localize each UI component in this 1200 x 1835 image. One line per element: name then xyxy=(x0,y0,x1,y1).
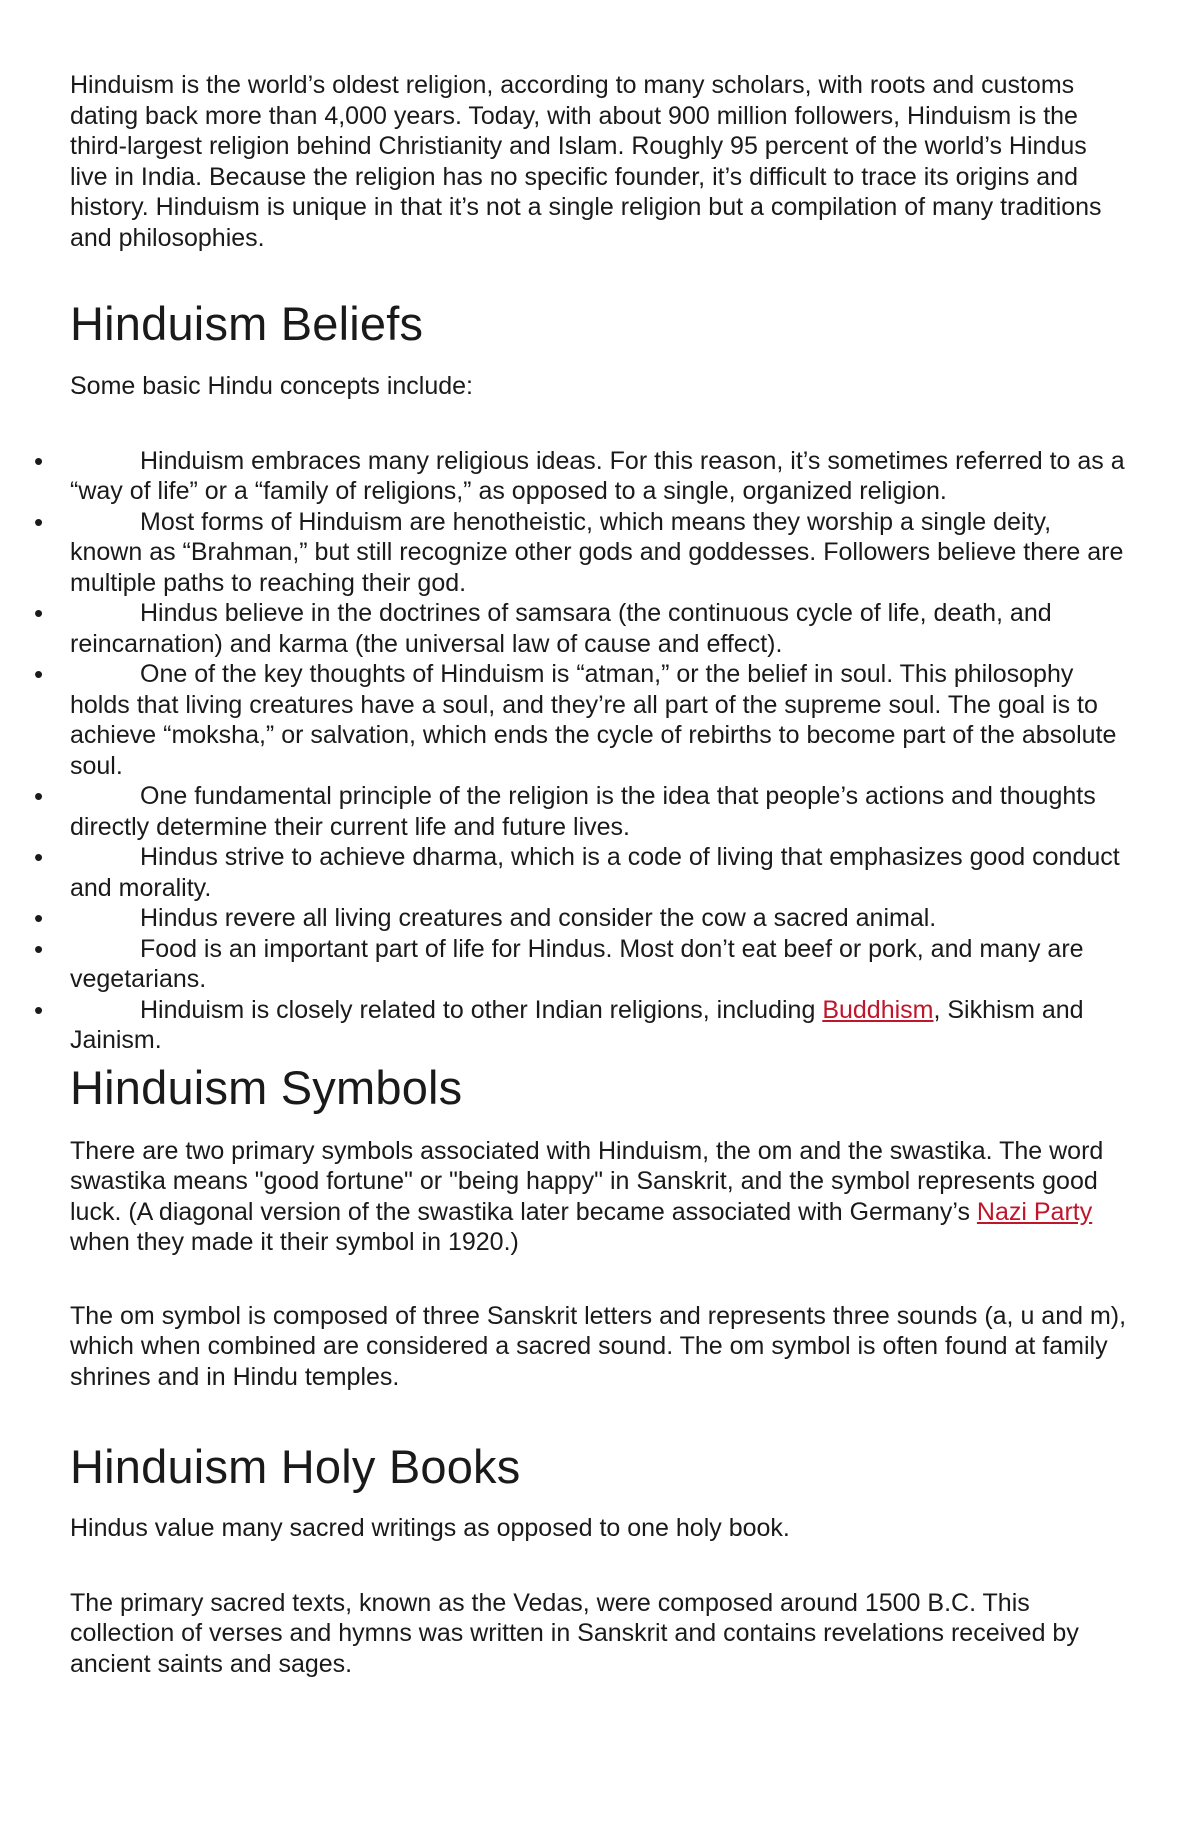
list-item xyxy=(34,842,1130,903)
list-item xyxy=(34,445,1130,507)
bullet-icon: • xyxy=(34,994,44,1025)
list-item-text: Hindus strive to achieve dharma, which is a code of living that emphasizes good conduct and morality. xyxy=(70,843,1120,902)
bullet-icon: • xyxy=(34,445,44,476)
bullet-icon: • xyxy=(34,842,44,872)
symbols-heading: Hinduism Symbols xyxy=(70,1060,463,1114)
symbols-paragraph-1 xyxy=(70,1136,1130,1258)
intro-paragraph: Hinduism is the world’s oldest religion, according to many scholars, with roots and customs dating back more than 4,000 years. Today, with about 900 million followers, Hinduism is the third-largest religion behind Christianity and Islam. Roughly 95 percent of the world’s Hindus live in India. Because the religion has no specific founder, it’s difficult to trace its origins and history. Hinduism is unique in that it’s not a single religion but a compilation of many traditions and philosophies. xyxy=(70,71,1102,252)
list-item-text-after: , Sikhism and Jainism. xyxy=(70,995,1084,1054)
bullet-icon: • xyxy=(34,506,44,537)
list-item-text: Hinduism embraces many religious ideas. For this reason, it’s sometimes referred to as a “way of life” or a “family of religions,” as opposed to a single, organized religion. xyxy=(70,446,1125,505)
buddhism-link[interactable]: Buddhism xyxy=(822,995,934,1024)
list-item xyxy=(34,781,1130,842)
symbols-text-after: when they made it their symbol in 1920.) xyxy=(70,1228,519,1256)
list-item xyxy=(34,933,1130,995)
holy-books-paragraph-1: Hindus value many sacred writings as opposed to one holy book. xyxy=(70,1514,790,1542)
bullet-icon: • xyxy=(34,903,44,933)
holy-books-heading: Hinduism Holy Books xyxy=(70,1440,521,1493)
bullet-icon: • xyxy=(34,781,44,811)
list-item-text: Hindus believe in the doctrines of samsara (the continuous cycle of life, death, and reincarnation) and karma (the universal law of cause and effect). xyxy=(70,599,1052,658)
list-item xyxy=(34,994,1130,1056)
beliefs-heading: Hinduism Beliefs xyxy=(70,297,424,350)
bullet-icon: • xyxy=(34,933,44,964)
document-body xyxy=(34,70,1130,1679)
symbols-text-before: There are two primary symbols associated with Hinduism, the om and the swastika. The word swastika means "good fortune" or "being happy" in Sanskrit, and the symbol represents good luck. (A diagonal version of the swastika later became associated with Germany’s xyxy=(70,1136,1104,1226)
list-item-text-before: Hinduism is closely related to other Indian religions, including xyxy=(140,995,823,1024)
list-item-text: Most forms of Hinduism are henotheistic, which means they worship a single deity, known as “Brahman,” but still recognize other gods and goddesses. Followers believe there are multiple paths to reaching their god. xyxy=(70,507,1124,597)
list-item-text: Hindus revere all living creatures and consider the cow a sacred animal. xyxy=(140,904,937,932)
list-item xyxy=(34,659,1130,781)
list-item xyxy=(34,506,1130,599)
list-item xyxy=(34,598,1130,659)
bullet-icon: • xyxy=(34,598,44,628)
list-item-text: One fundamental principle of the religion is the idea that people’s actions and thoughts directly determine their current life and future lives. xyxy=(70,782,1096,841)
symbols-paragraph-2: The om symbol is composed of three Sanskrit letters and represents three sounds (a, u and m), which when combined are considered a sacred sound. The om symbol is often found at family shrines and in Hindu temples. xyxy=(70,1301,1127,1391)
list-item-text: One of the key thoughts of Hinduism is “atman,” or the belief in soul. This philosophy holds that living creatures have a soul, and they’re all part of the supreme soul. The goal is to achieve “moksha,” or salvation, which ends the cycle of rebirths to become part of the absolute soul. xyxy=(70,660,1117,780)
nazi-party-link[interactable]: Nazi Party xyxy=(976,1197,1093,1226)
list-item-text: Food is an important part of life for Hindus. Most don’t eat beef or pork, and many are vegetarians. xyxy=(70,934,1084,993)
list-item xyxy=(34,903,1130,934)
beliefs-lead: Some basic Hindu concepts include: xyxy=(70,372,474,400)
holy-books-paragraph-2: The primary sacred texts, known as the Vedas, were composed around 1500 B.C. This collection of verses and hymns was written in Sanskrit and contains revelations received by ancient saints and sages. xyxy=(70,1588,1079,1678)
bullet-icon: • xyxy=(34,659,44,689)
beliefs-list xyxy=(34,445,1130,1056)
